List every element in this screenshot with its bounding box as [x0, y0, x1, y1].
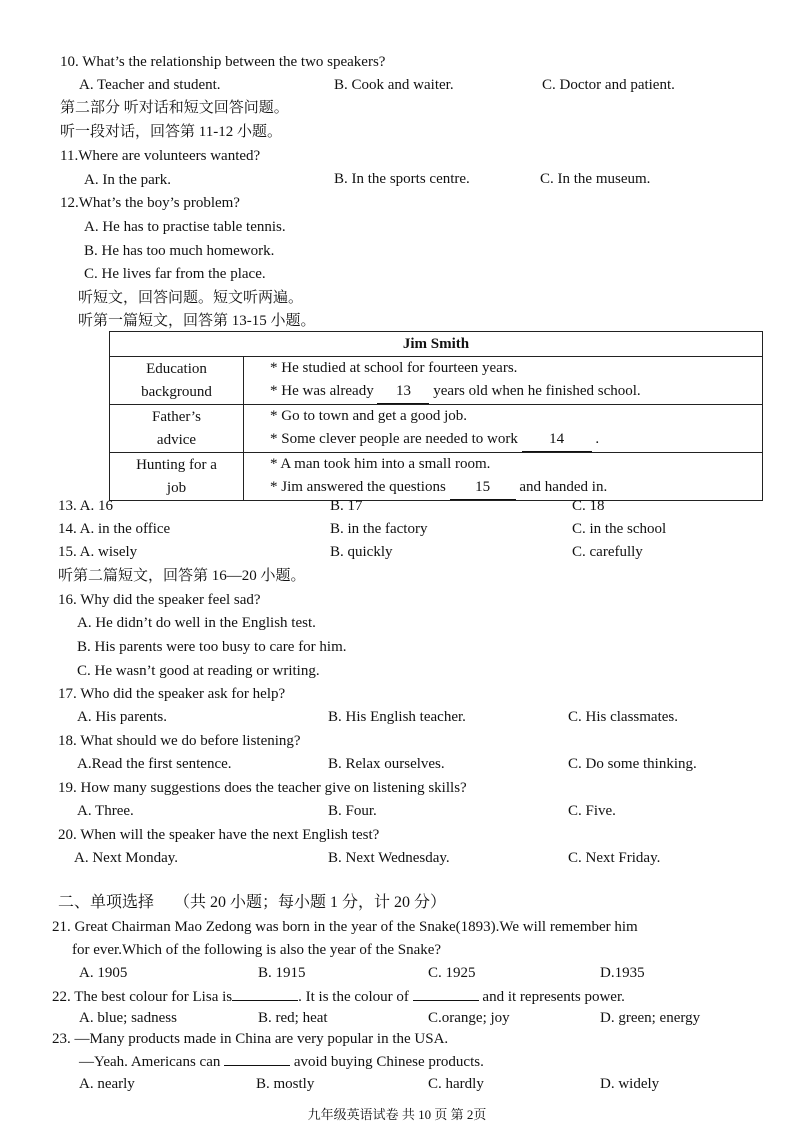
q20-option-a: A. Next Monday.	[74, 850, 179, 866]
table-row	[110, 453, 763, 501]
q22-option-d: D. green; energy	[600, 1010, 701, 1026]
q16-option-a: A. He didn’t do well in the English test.	[77, 615, 316, 631]
q18-option-a: A.Read the first sentence.	[77, 756, 232, 772]
label-line: advice	[156, 431, 197, 448]
q23-option-b: B. mostly	[256, 1076, 315, 1092]
q16-stem: 16. Why did the speaker feel sad?	[58, 592, 261, 608]
table-row-label	[110, 405, 244, 453]
q20-option-b: B. Next Wednesday.	[328, 850, 450, 866]
content-text: * He was already	[270, 383, 374, 399]
content-line: * He studied at school for fourteen years.	[270, 360, 518, 376]
q12-stem: 12.What’s the boy’s problem?	[60, 195, 240, 211]
q10-option-c: C. Doctor and patient.	[542, 77, 675, 93]
q13-option-c: C. 18	[572, 498, 605, 514]
q21-option-d: D.1935	[600, 965, 645, 981]
content-text: .	[595, 431, 600, 447]
q23-stem-part1: —Yeah. Americans can	[79, 1054, 221, 1070]
q22-stem-part3: and it represents power.	[482, 989, 625, 1005]
q23-stem-part2: avoid buying Chinese products.	[293, 1054, 484, 1070]
label-line: Hunting for a	[136, 456, 217, 473]
q11-option-b: B. In the sports centre.	[334, 171, 470, 187]
content-line: * Go to town and get a good job.	[270, 408, 468, 424]
q19-stem: 19. How many suggestions does the teacher give on listening skills?	[58, 780, 467, 796]
q10-stem: 10. What’s the relationship between the two speakers?	[60, 54, 386, 70]
q20-option-c: C. Next Friday.	[568, 850, 661, 866]
q23-stem-line1: 23. —Many products made in China are very popular in the USA.	[52, 1031, 449, 1047]
passage1-instruction: 听第一篇短文，回答第 13-15 小题。	[78, 313, 316, 329]
q11-stem: 11.Where are volunteers wanted?	[60, 148, 261, 164]
table-row-content	[244, 357, 763, 405]
q17-stem: 17. Who did the speaker ask for help?	[58, 686, 286, 702]
q20-stem: 20. When will the speaker have the next English test?	[58, 827, 380, 843]
q14-option-a: 14. A. in the office	[58, 521, 171, 537]
label-line: job	[166, 479, 187, 496]
q21-option-b: B. 1915	[258, 965, 306, 981]
q15-option-b: B. quickly	[330, 544, 393, 560]
q19-option-b: B. Four.	[328, 803, 377, 819]
q23-stem-line2	[79, 1051, 484, 1072]
table-row	[110, 357, 763, 405]
blank-14: 14	[522, 428, 592, 452]
q18-option-c: C. Do some thinking.	[568, 756, 697, 772]
dialog-instruction: 听一段对话，回答第 11-12 小题。	[60, 124, 282, 140]
q10-option-b: B. Cook and waiter.	[334, 77, 454, 93]
content-text: years old when he finished school.	[433, 383, 641, 399]
content-text: * Some clever people are needed to work	[270, 431, 518, 447]
q23-blank	[224, 1051, 290, 1066]
q15-option-a: 15. A. wisely	[58, 544, 138, 560]
passage2-instruction: 听第二篇短文，回答第 16—20 小题。	[58, 568, 306, 584]
q21-option-c: C. 1925	[428, 965, 476, 981]
blank-15: 15	[450, 476, 516, 500]
label-line: Father’s	[152, 408, 201, 425]
content-line	[270, 380, 762, 404]
q22-stem-part2: . It is the colour of	[298, 989, 409, 1005]
label-line: background	[141, 383, 212, 400]
q13-option-a: 13. A. 16	[58, 498, 114, 514]
q18-option-b: B. Relax ourselves.	[328, 756, 445, 772]
q17-option-a: A. His parents.	[77, 709, 167, 725]
q23-option-c: C. hardly	[428, 1076, 484, 1092]
q11-option-c: C. In the museum.	[540, 171, 651, 187]
q21-stem-line1: 21. Great Chairman Mao Zedong was born in the year of the Snake(1893).We will remember him	[52, 919, 638, 935]
q12-option-b: B. He has too much homework.	[84, 243, 275, 259]
q16-option-b: B. His parents were too busy to care for him.	[77, 639, 347, 655]
section2-note: （共 20 小题；每小题 1 分，计 20 分）	[174, 894, 447, 911]
passage-instruction: 听短文，回答问题。短文听两遍。	[78, 290, 304, 306]
q17-option-c: C. His classmates.	[568, 709, 678, 725]
q22-option-b: B. red; heat	[258, 1010, 328, 1026]
q22-blank-2	[413, 986, 479, 1001]
q14-option-b: B. in the factory	[330, 521, 428, 537]
q13-option-b: B. 17	[330, 498, 363, 514]
content-text: * Jim answered the questions	[270, 479, 446, 495]
q11-option-a: A. In the park.	[84, 172, 172, 188]
content-line: * A man took him into a small room.	[270, 456, 491, 472]
q19-option-a: A. Three.	[77, 803, 134, 819]
info-table	[109, 331, 763, 501]
q22-option-a: A. blue; sadness	[79, 1010, 177, 1026]
label-line: Education	[146, 360, 207, 377]
q12-option-a: A. He has to practise table tennis.	[84, 219, 286, 235]
blank-13: 13	[377, 380, 429, 404]
q21-stem-line2: for ever.Which of the following is also the year of the Snake?	[72, 942, 442, 958]
section2-title: 二、单项选择	[58, 894, 155, 911]
table-row-label	[110, 453, 244, 501]
q22-stem-part1: 22. The best colour for Lisa is	[52, 989, 233, 1005]
q10-option-a: A. Teacher and student.	[79, 77, 221, 93]
q12-option-c: C. He lives far from the place.	[84, 266, 266, 282]
table-row-content	[244, 405, 763, 453]
content-line	[270, 428, 762, 452]
table-row-label	[110, 357, 244, 405]
q18-stem: 18. What should we do before listening?	[58, 733, 301, 749]
table-row	[110, 405, 763, 453]
q16-option-c: C. He wasn’t good at reading or writing.	[77, 663, 320, 679]
q15-option-c: C. carefully	[572, 544, 643, 560]
part2-heading: 第二部分 听对话和短文回答问题。	[60, 100, 289, 116]
q23-option-a: A. nearly	[79, 1076, 135, 1092]
q22-blank-1	[232, 986, 298, 1001]
section2-heading	[58, 893, 446, 913]
q19-option-c: C. Five.	[568, 803, 616, 819]
q23-option-d: D. widely	[600, 1076, 660, 1092]
q17-option-b: B. His English teacher.	[328, 709, 466, 725]
table-title: Jim Smith	[110, 332, 763, 357]
page-footer: 九年级英语试卷 共 10 页 第 2页	[307, 1107, 487, 1122]
content-text: and handed in.	[519, 479, 608, 495]
q22-stem	[52, 986, 625, 1007]
q21-option-a: A. 1905	[79, 965, 128, 981]
q14-option-c: C. in the school	[572, 521, 667, 537]
q22-option-c: C.orange; joy	[428, 1010, 510, 1026]
table-row-content	[244, 453, 763, 501]
